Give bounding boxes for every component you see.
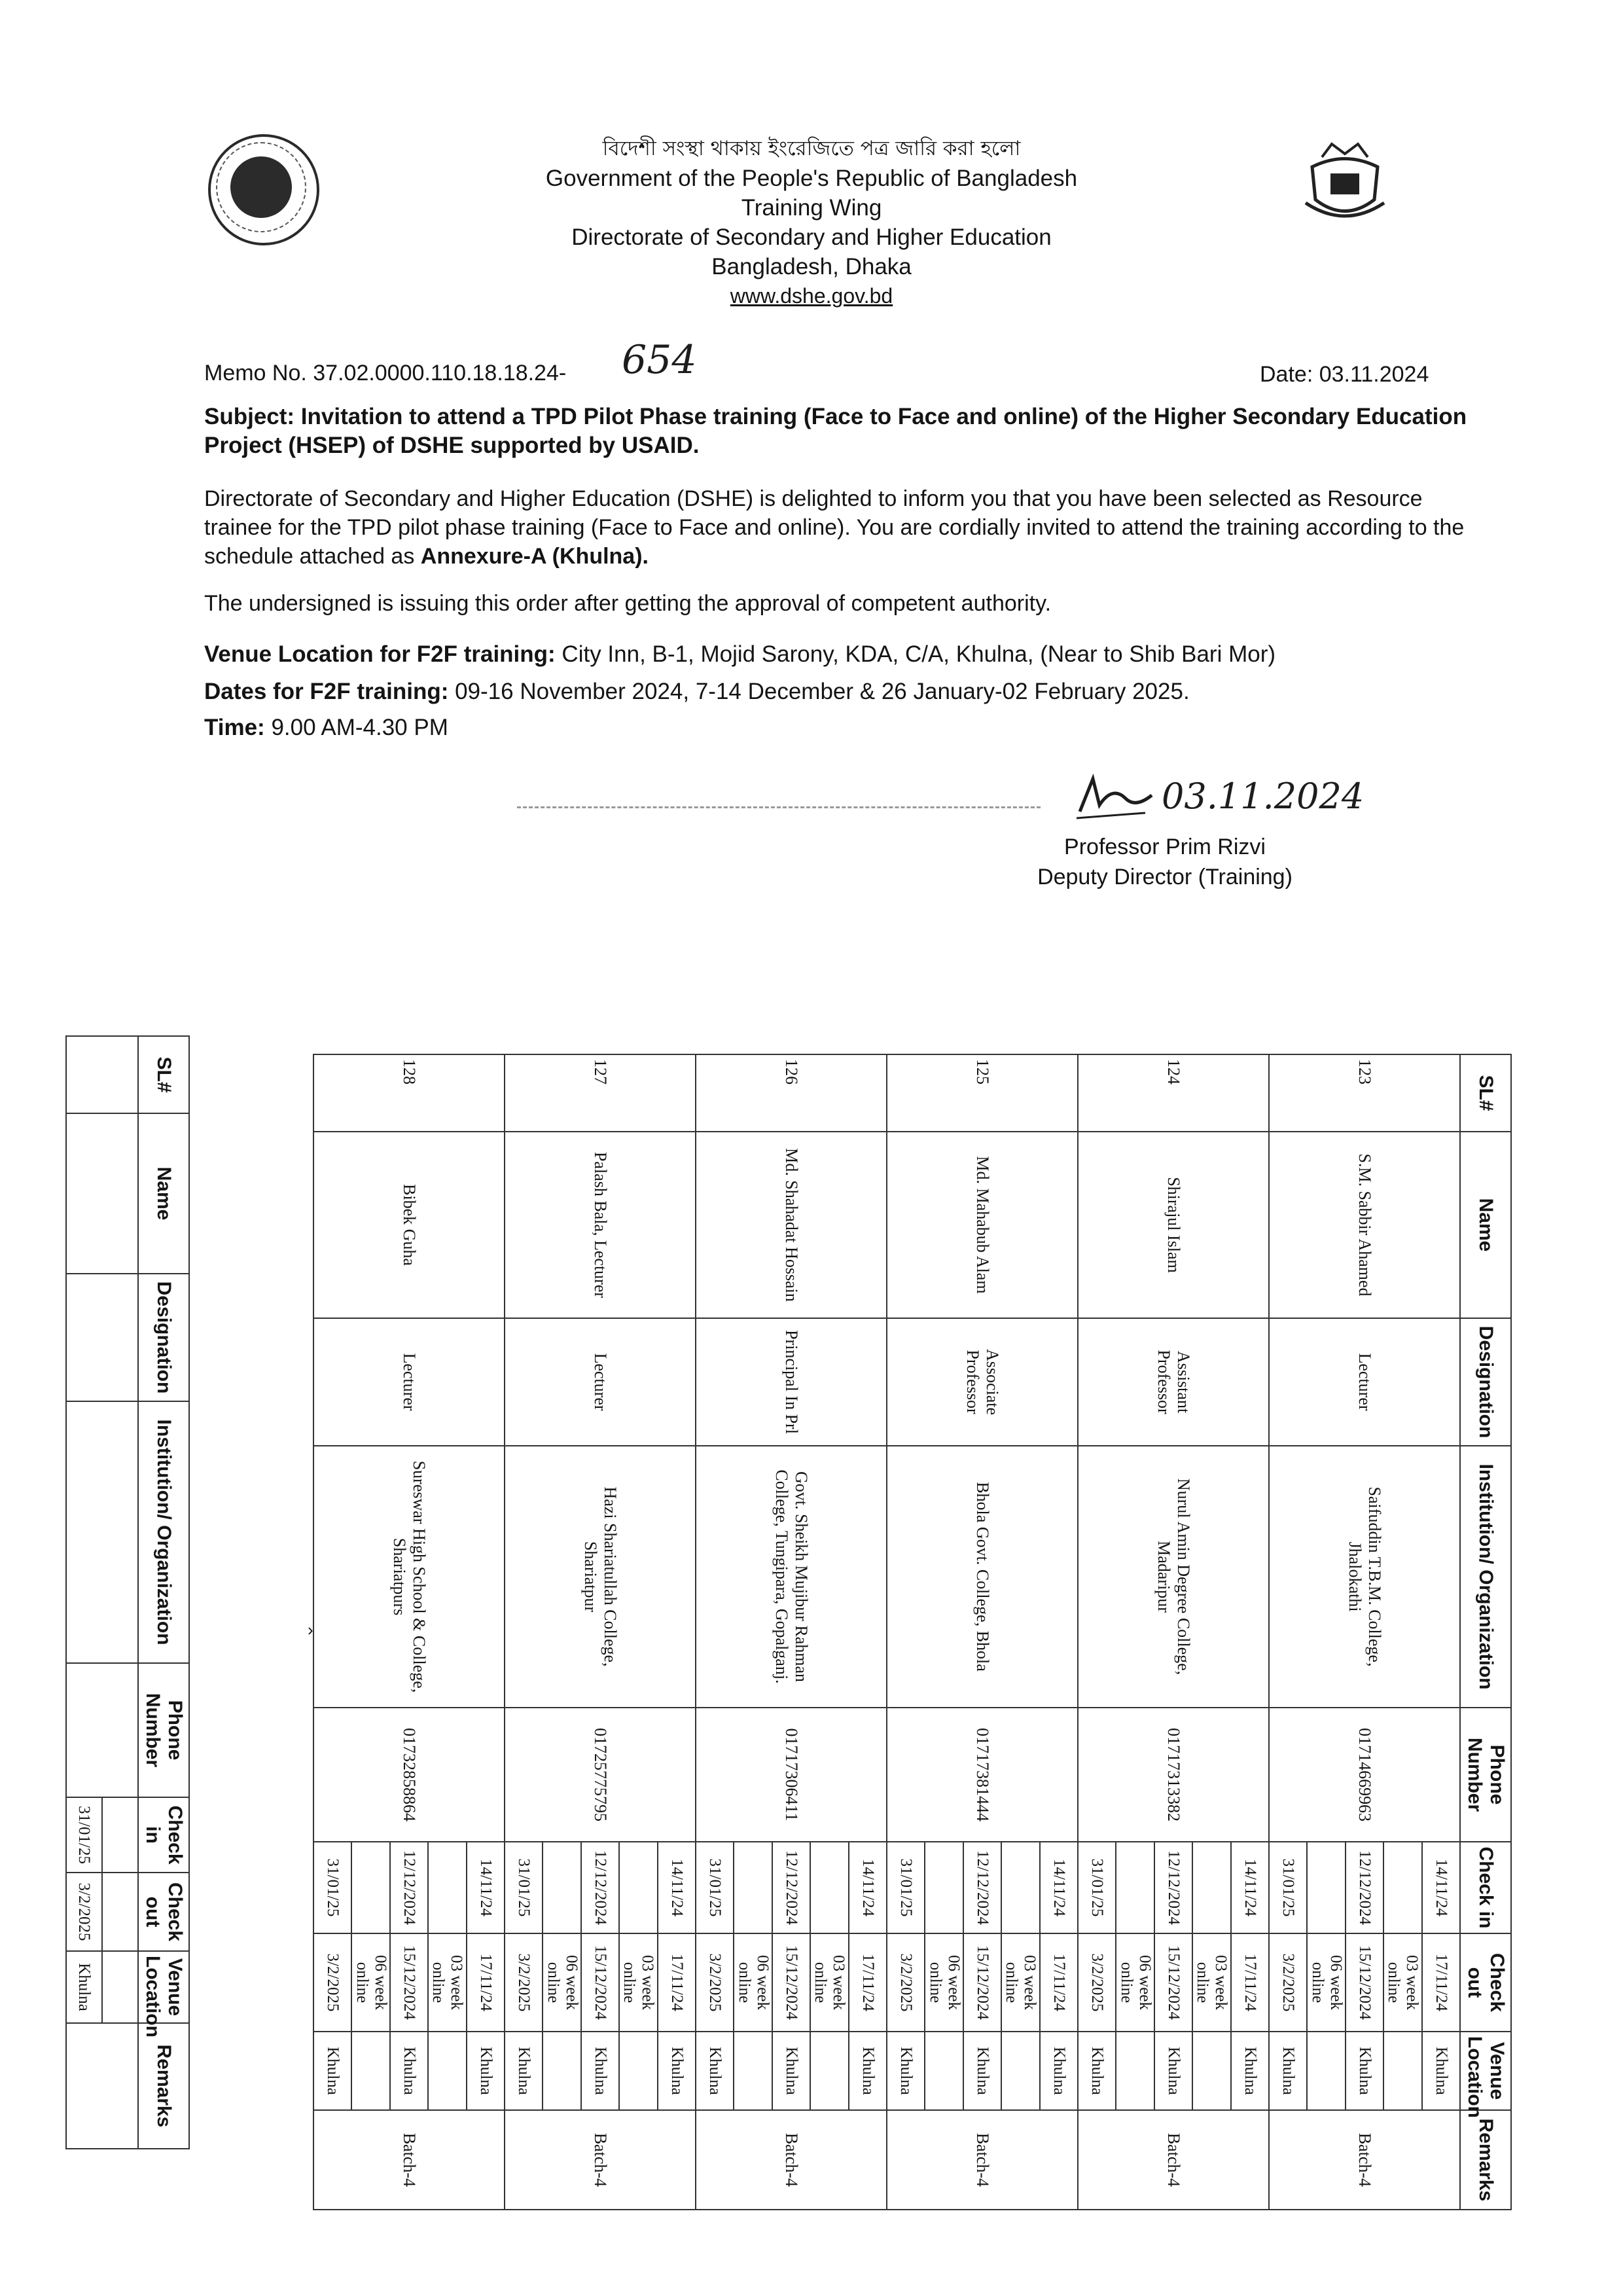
venue-entry: Khulna	[389, 2032, 427, 2109]
checkout-entry: 17/11/24	[848, 1934, 886, 2031]
checkin-entry: 12/12/2024	[772, 1842, 810, 1933]
small-header-checkin: Check in	[138, 1797, 189, 1873]
venue-entry	[810, 2032, 847, 2109]
checkout-entry: 06 week online	[924, 1934, 962, 2031]
table-row	[313, 1054, 505, 2210]
checkout-entry: 03 week online	[1383, 1934, 1421, 2031]
government-seal-icon	[208, 134, 319, 245]
checkout-entry: 3/2/2025	[897, 1953, 916, 2012]
checkout-entry: 06 week online	[542, 1934, 580, 2031]
cell-remarks: Batch-4	[505, 2110, 696, 2210]
cell-venue	[505, 2032, 696, 2110]
checkout-entry: 03 week online	[618, 1934, 656, 2031]
venue-entry	[427, 2032, 465, 2109]
venue-entry: Khulna	[466, 2032, 504, 2109]
venue-label: Venue Location for F2F training:	[204, 641, 556, 667]
checkout-entry: 17/11/24	[1039, 1934, 1077, 2031]
venue-entry: Khulna	[324, 2047, 342, 2095]
venue-entry: Khulna	[897, 2047, 916, 2095]
small-header-sl: SL#	[138, 1036, 189, 1113]
header-venue: Venue Location	[1460, 2032, 1511, 2110]
checkout-entry: 17/11/24	[657, 1934, 695, 2031]
venue-entry: Khulna	[772, 2032, 810, 2109]
cell-institution: Nurul Amin Degree College, Madaripur	[1078, 1446, 1269, 1708]
venue-entry: Khulna	[1345, 2032, 1383, 2109]
venue-entry: Khulna	[1154, 2032, 1192, 2109]
checkout-entry: 3/2/2025	[1279, 1953, 1298, 2012]
venue-entry	[1192, 2032, 1230, 2109]
checkout-entry: 06 week online	[351, 1934, 389, 2031]
cell-phone: 01732858864	[313, 1708, 505, 1842]
schedule-table-main	[313, 1054, 1512, 2210]
checkin-entry	[810, 1842, 847, 1933]
venue-entry	[618, 2032, 656, 2109]
venue-entry	[542, 2032, 580, 2109]
checkin-entry: 31/01/25	[515, 1858, 533, 1917]
cell-remarks: Batch-4	[1269, 2110, 1460, 2210]
cell-venue	[887, 2032, 1078, 2110]
checkin-entry: 31/01/25	[1088, 1858, 1107, 1917]
cell-checkin	[1078, 1842, 1269, 1933]
checkin-entry: 31/01/25	[897, 1858, 916, 1917]
cell-venue	[696, 2032, 887, 2110]
checkin-entry: 14/11/24	[1230, 1842, 1268, 1933]
checkout-entry: 17/11/24	[466, 1934, 504, 2031]
venue-entry	[1306, 2032, 1344, 2109]
venue-entry	[1115, 2032, 1153, 2109]
venue-entry: Khulna	[963, 2032, 1001, 2109]
venue-entry	[924, 2032, 962, 2109]
dates-line	[204, 677, 1507, 706]
checkin-entry	[1306, 1842, 1344, 1933]
cell-remarks: Batch-4	[887, 2110, 1078, 2210]
checkout-entry: 15/12/2024	[772, 1934, 810, 2031]
annexure-reference: Annexure-A (Khulna).	[420, 544, 649, 569]
checkin-entry	[1001, 1842, 1039, 1933]
header-name: Name	[1460, 1132, 1511, 1318]
venue-entry: Khulna	[1230, 2032, 1268, 2109]
checkin-entry	[1383, 1842, 1421, 1933]
time-line	[204, 713, 448, 742]
cell-venue	[1269, 2032, 1460, 2110]
signatory-name: Professor Prim Rizvi	[1064, 834, 1266, 859]
header-line-training-wing: Training Wing	[741, 195, 882, 221]
bangla-notice: বিদেশী সংস্থা থাকায় ইংরেজিতে পত্র জারি করা হলো	[602, 137, 1021, 160]
small-header-institution: Institution/ Organization	[138, 1401, 189, 1663]
small-header-venue: Venue Location	[138, 1951, 189, 2023]
cell-designation: Lecturer	[1269, 1318, 1460, 1446]
header-designation: Designation	[1460, 1318, 1511, 1446]
checkout-entry: 15/12/2024	[1154, 1934, 1192, 2031]
venue-entry: Khulna	[1279, 2047, 1298, 2095]
checkout-entry: 03 week online	[810, 1934, 847, 2031]
header-phone: Phone Number	[1460, 1708, 1511, 1842]
cell-designation: Assistant Professor	[1078, 1318, 1269, 1446]
cell-checkout	[1078, 1933, 1269, 2032]
schedule-table-main-wrapper	[313, 1054, 1512, 2210]
cell-remarks: Batch-4	[1078, 2110, 1269, 2210]
venue-entry: Khulna	[1421, 2032, 1459, 2109]
checkin-entry: 14/11/24	[1421, 1842, 1459, 1933]
cell-designation: Principal In Prl	[696, 1318, 887, 1446]
header-line-location: Bangladesh, Dhaka	[711, 254, 912, 279]
checkin-entry: 12/12/2024	[963, 1842, 1001, 1933]
venue-entry: Khulna	[580, 2032, 618, 2109]
cell-remarks: Batch-4	[313, 2110, 505, 2210]
cell-name: Md. Shahadat Hossain	[696, 1132, 887, 1318]
cell-name: Palash Bala, Lecturer	[505, 1132, 696, 1318]
cell-sl: 124	[1078, 1054, 1269, 1132]
checkout-entry: 15/12/2024	[1345, 1934, 1383, 2031]
checkout-entry: 03 week online	[427, 1934, 465, 2031]
checkin-entry: 12/12/2024	[580, 1842, 618, 1933]
checkout-entry: 17/11/24	[1421, 1934, 1459, 2031]
cell-sl: 126	[696, 1054, 887, 1132]
time-label: Time:	[204, 715, 265, 740]
checkout-entry: 17/11/24	[1230, 1934, 1268, 2031]
cell-checkout	[887, 1933, 1078, 2032]
cell-name: Shirajul Islam	[1078, 1132, 1269, 1318]
header-sl: SL#	[1460, 1054, 1511, 1132]
small-header-checkout: Check out	[138, 1873, 189, 1951]
checkin-entry	[351, 1842, 389, 1933]
cell-checkin	[313, 1842, 505, 1933]
checkout-entry: 3/2/2025	[324, 1953, 342, 2012]
subject: Subject: Invitation to attend a TPD Pilot Phase training (Face to Face and online) of the Higher Secondary Education Project (HSEP) of DSHE supported by USAID.	[204, 404, 1467, 458]
cell-remarks: Batch-4	[696, 2110, 887, 2210]
checkout-entry: 3/2/2025	[1088, 1953, 1107, 2012]
cell-checkout	[1269, 1933, 1460, 2032]
dates-value: 09-16 November 2024, 7-14 December & 26 January-02 February 2025.	[448, 679, 1190, 704]
checkin-entry	[924, 1842, 962, 1933]
checkout-entry: 3/2/2025	[515, 1953, 533, 2012]
checkin-entry	[618, 1842, 656, 1933]
cell-phone: 01717381444	[887, 1708, 1078, 1842]
cell-phone: 01714669963	[1269, 1708, 1460, 1842]
cell-designation: Associate Professor	[887, 1318, 1078, 1446]
checkin-entry: 14/11/24	[848, 1842, 886, 1933]
checkin-entry	[427, 1842, 465, 1933]
small-header-phone: Phone Number	[138, 1663, 189, 1797]
venue-entry: Khulna	[657, 2032, 695, 2109]
checkin-entry: 14/11/24	[657, 1842, 695, 1933]
table-row	[1269, 1054, 1460, 2210]
header-line-directorate: Directorate of Secondary and Higher Education	[571, 224, 1052, 250]
checkout-entry: 06 week online	[1306, 1934, 1344, 2031]
checkin-entry: 31/01/25	[324, 1858, 342, 1917]
table-row	[1078, 1054, 1269, 2210]
venue-value: City Inn, B-1, Mojid Sarony, KDA, C/A, Khulna, (Near to Shib Bari Mor)	[555, 641, 1276, 667]
checkin-entry: 31/01/25	[706, 1858, 724, 1917]
cell-checkin	[1269, 1842, 1460, 1933]
checkin-entry	[542, 1842, 580, 1933]
table-row	[505, 1054, 696, 2210]
cell-institution: Hazi Shariatullah College, Shariatpur	[505, 1446, 696, 1708]
checkout-entry: 3/2/2025	[706, 1953, 724, 2012]
cell-checkin	[696, 1842, 887, 1933]
body-paragraph-1	[204, 484, 1487, 571]
checkin-entry: 14/11/24	[1039, 1842, 1077, 1933]
header-institution: Institution/ Organization	[1460, 1446, 1511, 1708]
margin-mark: ›	[308, 1620, 313, 1640]
cell-name: Md. Mahabub Alam	[887, 1132, 1078, 1318]
memo-handwritten-number: 654	[622, 337, 697, 383]
signature-date: 03.11.2024	[1162, 776, 1364, 817]
cell-designation: Lecturer	[505, 1318, 696, 1446]
checkout-entry: 15/12/2024	[389, 1934, 427, 2031]
venue-line	[204, 640, 1507, 669]
checkout-entry: 15/12/2024	[963, 1934, 1001, 2031]
venue-entry: Khulna	[848, 2032, 886, 2109]
checkin-entry: 12/12/2024	[1154, 1842, 1192, 1933]
checkin-entry	[1192, 1842, 1230, 1933]
signature-icon	[1073, 772, 1158, 825]
cell-institution: Sureswar High School & College, Shariatpurs	[313, 1446, 505, 1708]
checkout-entry: 03 week online	[1192, 1934, 1230, 2031]
checkout-entry: 06 week online	[1115, 1934, 1153, 2031]
checkin-entry: 31/01/25	[1279, 1858, 1298, 1917]
cell-venue	[313, 2032, 505, 2110]
checkin-entry: 14/11/24	[466, 1842, 504, 1933]
cell-checkout	[313, 1933, 505, 2032]
body-paragraph-2: The undersigned is issuing this order after getting the approval of competent authority.	[204, 591, 1052, 616]
header-checkin: Check in	[1460, 1842, 1511, 1933]
cell-venue	[1078, 2032, 1269, 2110]
cell-sl: 125	[887, 1054, 1078, 1132]
cell-institution: Govt. Sheikh Mujibur Rahman College, Tungipara, Gopalganj.	[696, 1446, 887, 1708]
small-checkout: 3/2/2025	[75, 1882, 94, 1941]
cell-name: S.M. Sabbir Ahamed	[1269, 1132, 1460, 1318]
cell-phone: 01725775795	[505, 1708, 696, 1842]
cell-designation: Lecturer	[313, 1318, 505, 1446]
cell-checkin	[505, 1842, 696, 1933]
checkin-entry	[733, 1842, 771, 1933]
cell-sl: 128	[313, 1054, 505, 1132]
table-row	[887, 1054, 1078, 2210]
dates-label: Dates for F2F training:	[204, 679, 449, 704]
venue-entry: Khulna	[515, 2047, 533, 2095]
cell-name: Bibek Guha	[313, 1132, 505, 1318]
schedule-table-small	[65, 1035, 190, 2149]
cell-institution: Bhola Govt. College, Bhola	[887, 1446, 1078, 1708]
memo-number-label: Memo No. 37.02.0000.110.18.18.24-	[204, 361, 567, 386]
cell-checkout	[505, 1933, 696, 2032]
venue-entry: Khulna	[706, 2047, 724, 2095]
venue-entry	[1383, 2032, 1421, 2109]
header-website-link[interactable]: www.dshe.gov.bd	[730, 284, 893, 308]
venue-entry	[733, 2032, 771, 2109]
small-venue: Khulna	[75, 1963, 94, 2011]
venue-entry: Khulna	[1039, 2032, 1077, 2109]
cell-phone: 01717313382	[1078, 1708, 1269, 1842]
dotted-separator	[517, 806, 1041, 808]
header-remarks: Remarks	[1460, 2110, 1511, 2210]
time-value: 9.00 AM-4.30 PM	[264, 715, 448, 740]
checkin-entry: 12/12/2024	[389, 1842, 427, 1933]
small-header-name: Name	[138, 1113, 189, 1274]
cell-sl: 123	[1269, 1054, 1460, 1132]
memo-date: Date: 03.11.2024	[1260, 362, 1429, 387]
small-checkin: 31/01/25	[75, 1806, 94, 1864]
body-paragraph-1-text: Directorate of Secondary and Higher Education (DSHE) is delighted to inform you that you have been selected as Resource trainee for the TPD pilot phase training (Face to Face and online). You are cordially invited to attend the training according to the schedule attached as	[204, 486, 1465, 569]
header-line-government: Government of the People's Republic of Bangladesh	[545, 166, 1078, 191]
small-header-remarks: Remarks	[138, 2023, 189, 2149]
cell-checkout	[696, 1933, 887, 2032]
venue-entry	[1001, 2032, 1039, 2109]
memo-number	[204, 359, 566, 387]
table-row	[696, 1054, 887, 2210]
checkin-entry: 12/12/2024	[1345, 1842, 1383, 1933]
letterhead	[393, 134, 1230, 311]
venue-entry: Khulna	[1088, 2047, 1107, 2095]
small-header-designation: Designation	[138, 1274, 189, 1401]
venue-entry	[351, 2032, 389, 2109]
signatory-title: Deputy Director (Training)	[1037, 865, 1293, 889]
cell-institution: Saifuddin T.B.M. College, Jhalokathi	[1269, 1446, 1460, 1708]
checkout-entry: 15/12/2024	[580, 1934, 618, 2031]
checkin-entry	[1115, 1842, 1153, 1933]
schedule-table-small-wrapper	[65, 1035, 190, 2149]
cell-phone: 01717306411	[696, 1708, 887, 1842]
dshe-logo-icon	[1293, 137, 1397, 229]
cell-checkin	[887, 1842, 1078, 1933]
checkout-entry: 06 week online	[733, 1934, 771, 2031]
header-checkout: Check out	[1460, 1933, 1511, 2032]
checkout-entry: 03 week online	[1001, 1934, 1039, 2031]
cell-sl: 127	[505, 1054, 696, 1132]
